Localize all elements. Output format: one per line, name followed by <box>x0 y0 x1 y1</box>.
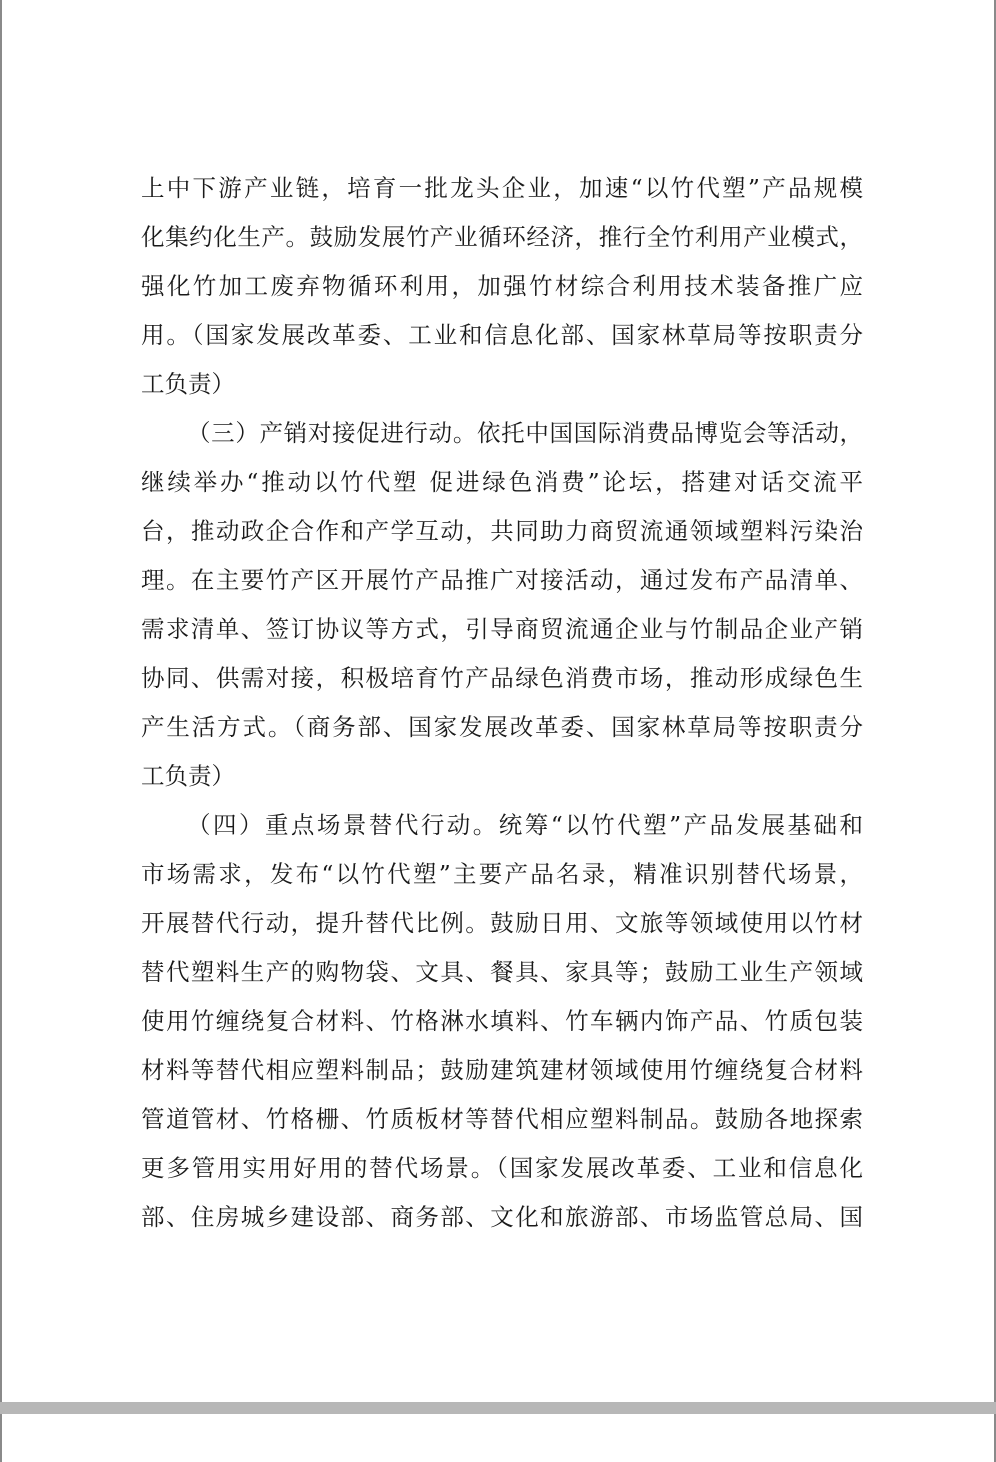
text-line: 化集约化生产。鼓励发展竹产业循环经济，推行全竹利用产业模式， <box>141 223 863 251</box>
page-separator <box>0 1402 996 1414</box>
text-line: 使用竹缠绕复合材料、竹格淋水填料、竹车辆内饰产品、竹质包装 <box>141 1007 863 1035</box>
text-line: 继续举办“推动以竹代塑 促进绿色消费”论坛，搭建对话交流平 <box>141 468 863 496</box>
text-line: 需求清单、签订协议等方式，引导商贸流通企业与竹制品企业产销 <box>141 615 863 643</box>
section-heading-line: （四）重点场景替代行动。统筹“以竹代塑”产品发展基础和 <box>187 811 863 839</box>
text-line: 替代塑料生产的购物袋、文具、餐具、家具等；鼓励工业生产领域 <box>141 958 863 986</box>
text-line: 用。（国家发展改革委、工业和信息化部、国家林草局等按职责分 <box>141 321 863 349</box>
text-line: 工负责） <box>141 370 235 398</box>
text-line: 产生活方式。（商务部、国家发展改革委、国家林草局等按职责分 <box>141 713 863 741</box>
text-line: 更多管用实用好用的替代场景。（国家发展改革委、工业和信息化 <box>141 1154 863 1182</box>
text-line: 管道管材、竹格栅、竹质板材等替代相应塑料制品。鼓励各地探索 <box>141 1105 863 1133</box>
section-heading-line: （三）产销对接促进行动。依托中国国际消费品博览会等活动， <box>187 419 863 447</box>
text-line: 协同、供需对接，积极培育竹产品绿色消费市场，推动形成绿色生 <box>141 664 863 692</box>
text-line: 市场需求，发布“以竹代塑”主要产品名录，精准识别替代场景， <box>141 860 863 888</box>
next-page <box>0 1414 996 1462</box>
document-body <box>141 164 863 1242</box>
text-line: 强化竹加工废弃物循环利用，加强竹材综合利用技术装备推广应 <box>141 272 863 300</box>
text-line: 部、住房城乡建设部、商务部、文化和旅游部、市场监管总局、国 <box>141 1203 863 1231</box>
text-line: 理。在主要竹产区开展竹产品推广对接活动，通过发布产品清单、 <box>141 566 863 594</box>
text-line: 台，推动政企合作和产学互动，共同助力商贸流通领域塑料污染治 <box>141 517 863 545</box>
text-line: 开展替代行动，提升替代比例。鼓励日用、文旅等领域使用以竹材 <box>141 909 863 937</box>
text-line: 上中下游产业链，培育一批龙头企业，加速“以竹代塑”产品规模 <box>141 174 863 202</box>
text-line: 材料等替代相应塑料制品；鼓励建筑建材领域使用竹缠绕复合材料 <box>141 1056 863 1084</box>
text-line: 工负责） <box>141 762 235 790</box>
